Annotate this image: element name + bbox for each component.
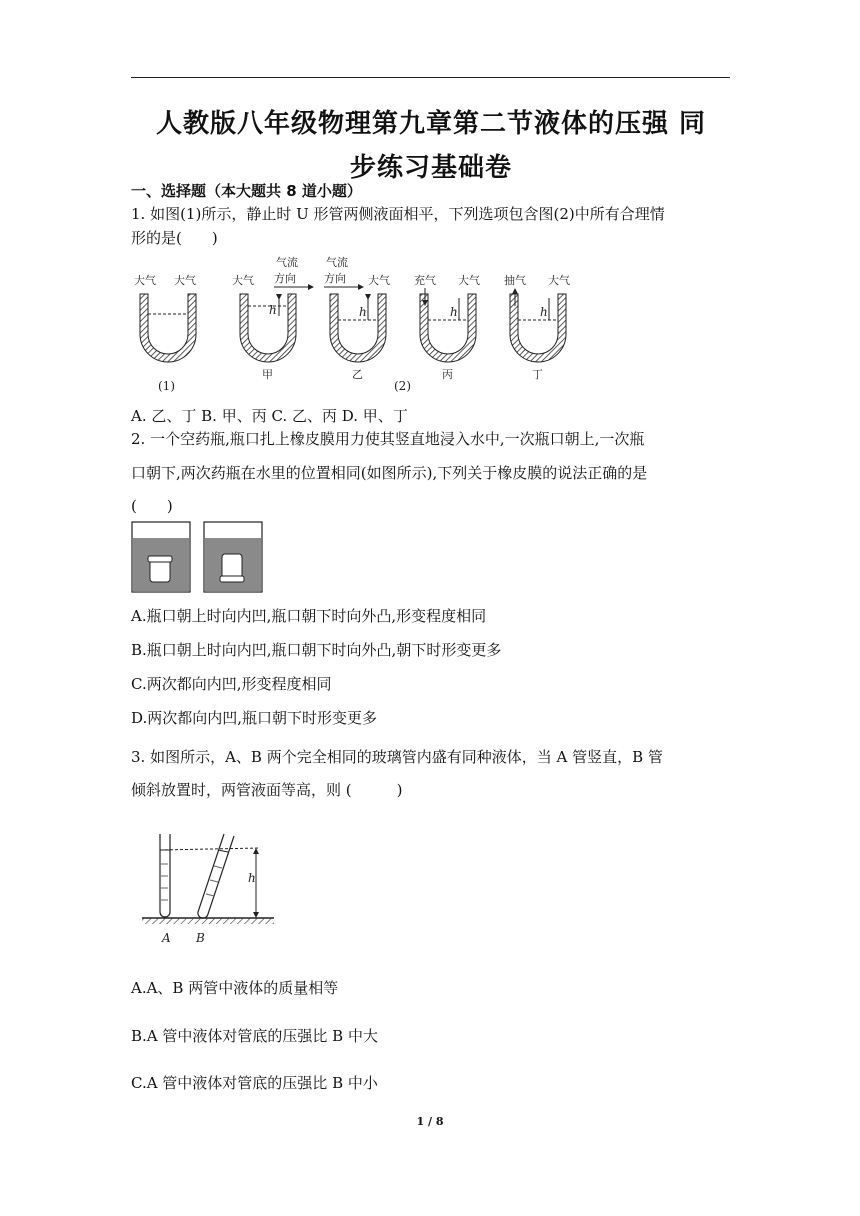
fig-label-atm: 大气: [174, 274, 196, 287]
fig-label-bing: 丙: [442, 368, 453, 381]
fig-label-airflow-direction: 方向: [274, 272, 296, 285]
fig-label-a: A: [162, 931, 171, 945]
fig-label-yi: 乙: [352, 368, 363, 381]
fig-label-atm: 大气: [458, 274, 480, 287]
u-tube-1: [140, 294, 196, 362]
q3-option-c: C.A 管中液体对管底的压强比 B 中小: [131, 1074, 378, 1092]
fig-label-h: h: [248, 871, 256, 885]
page-number: 1 / 8: [416, 1115, 444, 1128]
fig-label-2: (2): [394, 379, 411, 393]
q2-option-a: A.瓶口朝上时向内凹,瓶口朝下时向外凸,形变程度相同: [131, 607, 487, 625]
q2-option-b: B.瓶口朝上时向内凹,瓶口朝下时向外凸,朝下时形变更多: [131, 641, 502, 659]
tube-b: [198, 834, 234, 918]
q3-option-b: B.A 管中液体对管底的压强比 B 中大: [131, 1027, 378, 1045]
tube-a: [160, 834, 170, 917]
fig-label-airflow-direction: 方向: [324, 272, 346, 285]
q3-option-a: A.A、B 两管中液体的质量相等: [131, 979, 339, 997]
fig-label-b: B: [196, 931, 205, 945]
fig-label-airflow: 气流: [326, 256, 348, 269]
q2-option-c: C.两次都向内凹,形变程度相同: [131, 675, 332, 693]
fig-label-airflow: 气流: [276, 256, 298, 269]
q1-options: A. 乙、丁 B. 甲、丙 C. 乙、丙 D. 甲、丁: [131, 407, 408, 425]
q3-stem-line-1: 3. 如图所示，A、B 两个完全相同的玻璃管内盛有同种液体，当 A 管竖直，B 管: [131, 748, 663, 766]
q2-stem-line-1: 2. 一个空药瓶,瓶口扎上橡皮膜用力使其竖直地浸入水中,一次瓶口朝上,一次瓶: [131, 430, 645, 448]
q2-beaker-figure: [130, 520, 270, 596]
q1-u-tube-figure: [128, 254, 588, 394]
fig-label-h: h: [450, 305, 458, 319]
q3-tubes-figure: [140, 830, 280, 948]
fig-label-jia: 甲: [262, 368, 273, 381]
q3-stem-line-2: 倾斜放置时，两管液面等高，则 ( ): [131, 781, 403, 799]
document-title: [131, 102, 731, 190]
q1-stem-line-2: 形的是( ): [131, 229, 218, 247]
header-rule: [131, 77, 730, 78]
q2-option-d: D.两次都向内凹,瓶口朝下时形变更多: [131, 709, 378, 727]
fig-label-1: (1): [158, 379, 175, 393]
title-line-2: 步练习基础卷: [349, 153, 512, 183]
u-tube-jia: [240, 294, 296, 362]
fig-label-ding: 丁: [532, 368, 543, 381]
fig-label-pump: 抽气: [504, 274, 526, 287]
fig-label-atm: 大气: [548, 274, 570, 287]
fig-label-atm: 大气: [368, 274, 390, 287]
fig-label-inflate: 充气: [414, 274, 436, 287]
u-tube-bing: [420, 288, 476, 362]
beaker-bottle-down: [204, 522, 262, 592]
u-tube-ding: [510, 288, 566, 362]
u-tube-yi: [330, 294, 386, 362]
fig-label-atm: 大气: [232, 274, 254, 287]
section-heading: 一、选择题（本大题共 8 道小题）: [131, 182, 362, 200]
title-line-1: 人教版八年级物理第九章第二节液体的压强 同: [155, 109, 707, 139]
fig-label-h: h: [540, 305, 548, 319]
beaker-bottle-up: [132, 522, 190, 592]
q2-stem-line-3: ( ): [131, 497, 173, 515]
fig-label-h: h: [269, 303, 277, 317]
fig-label-atm: 大气: [134, 274, 156, 287]
fig-label-h: h: [359, 305, 367, 319]
q1-stem-line-1: 1. 如图(1)所示，静止时 U 形管两侧液面相平，下列选项包含图(2)中所有合理情: [131, 205, 665, 223]
q2-stem-line-2: 口朝下,两次药瓶在水里的位置相同(如图所示),下列关于橡皮膜的说法正确的是: [131, 464, 648, 482]
